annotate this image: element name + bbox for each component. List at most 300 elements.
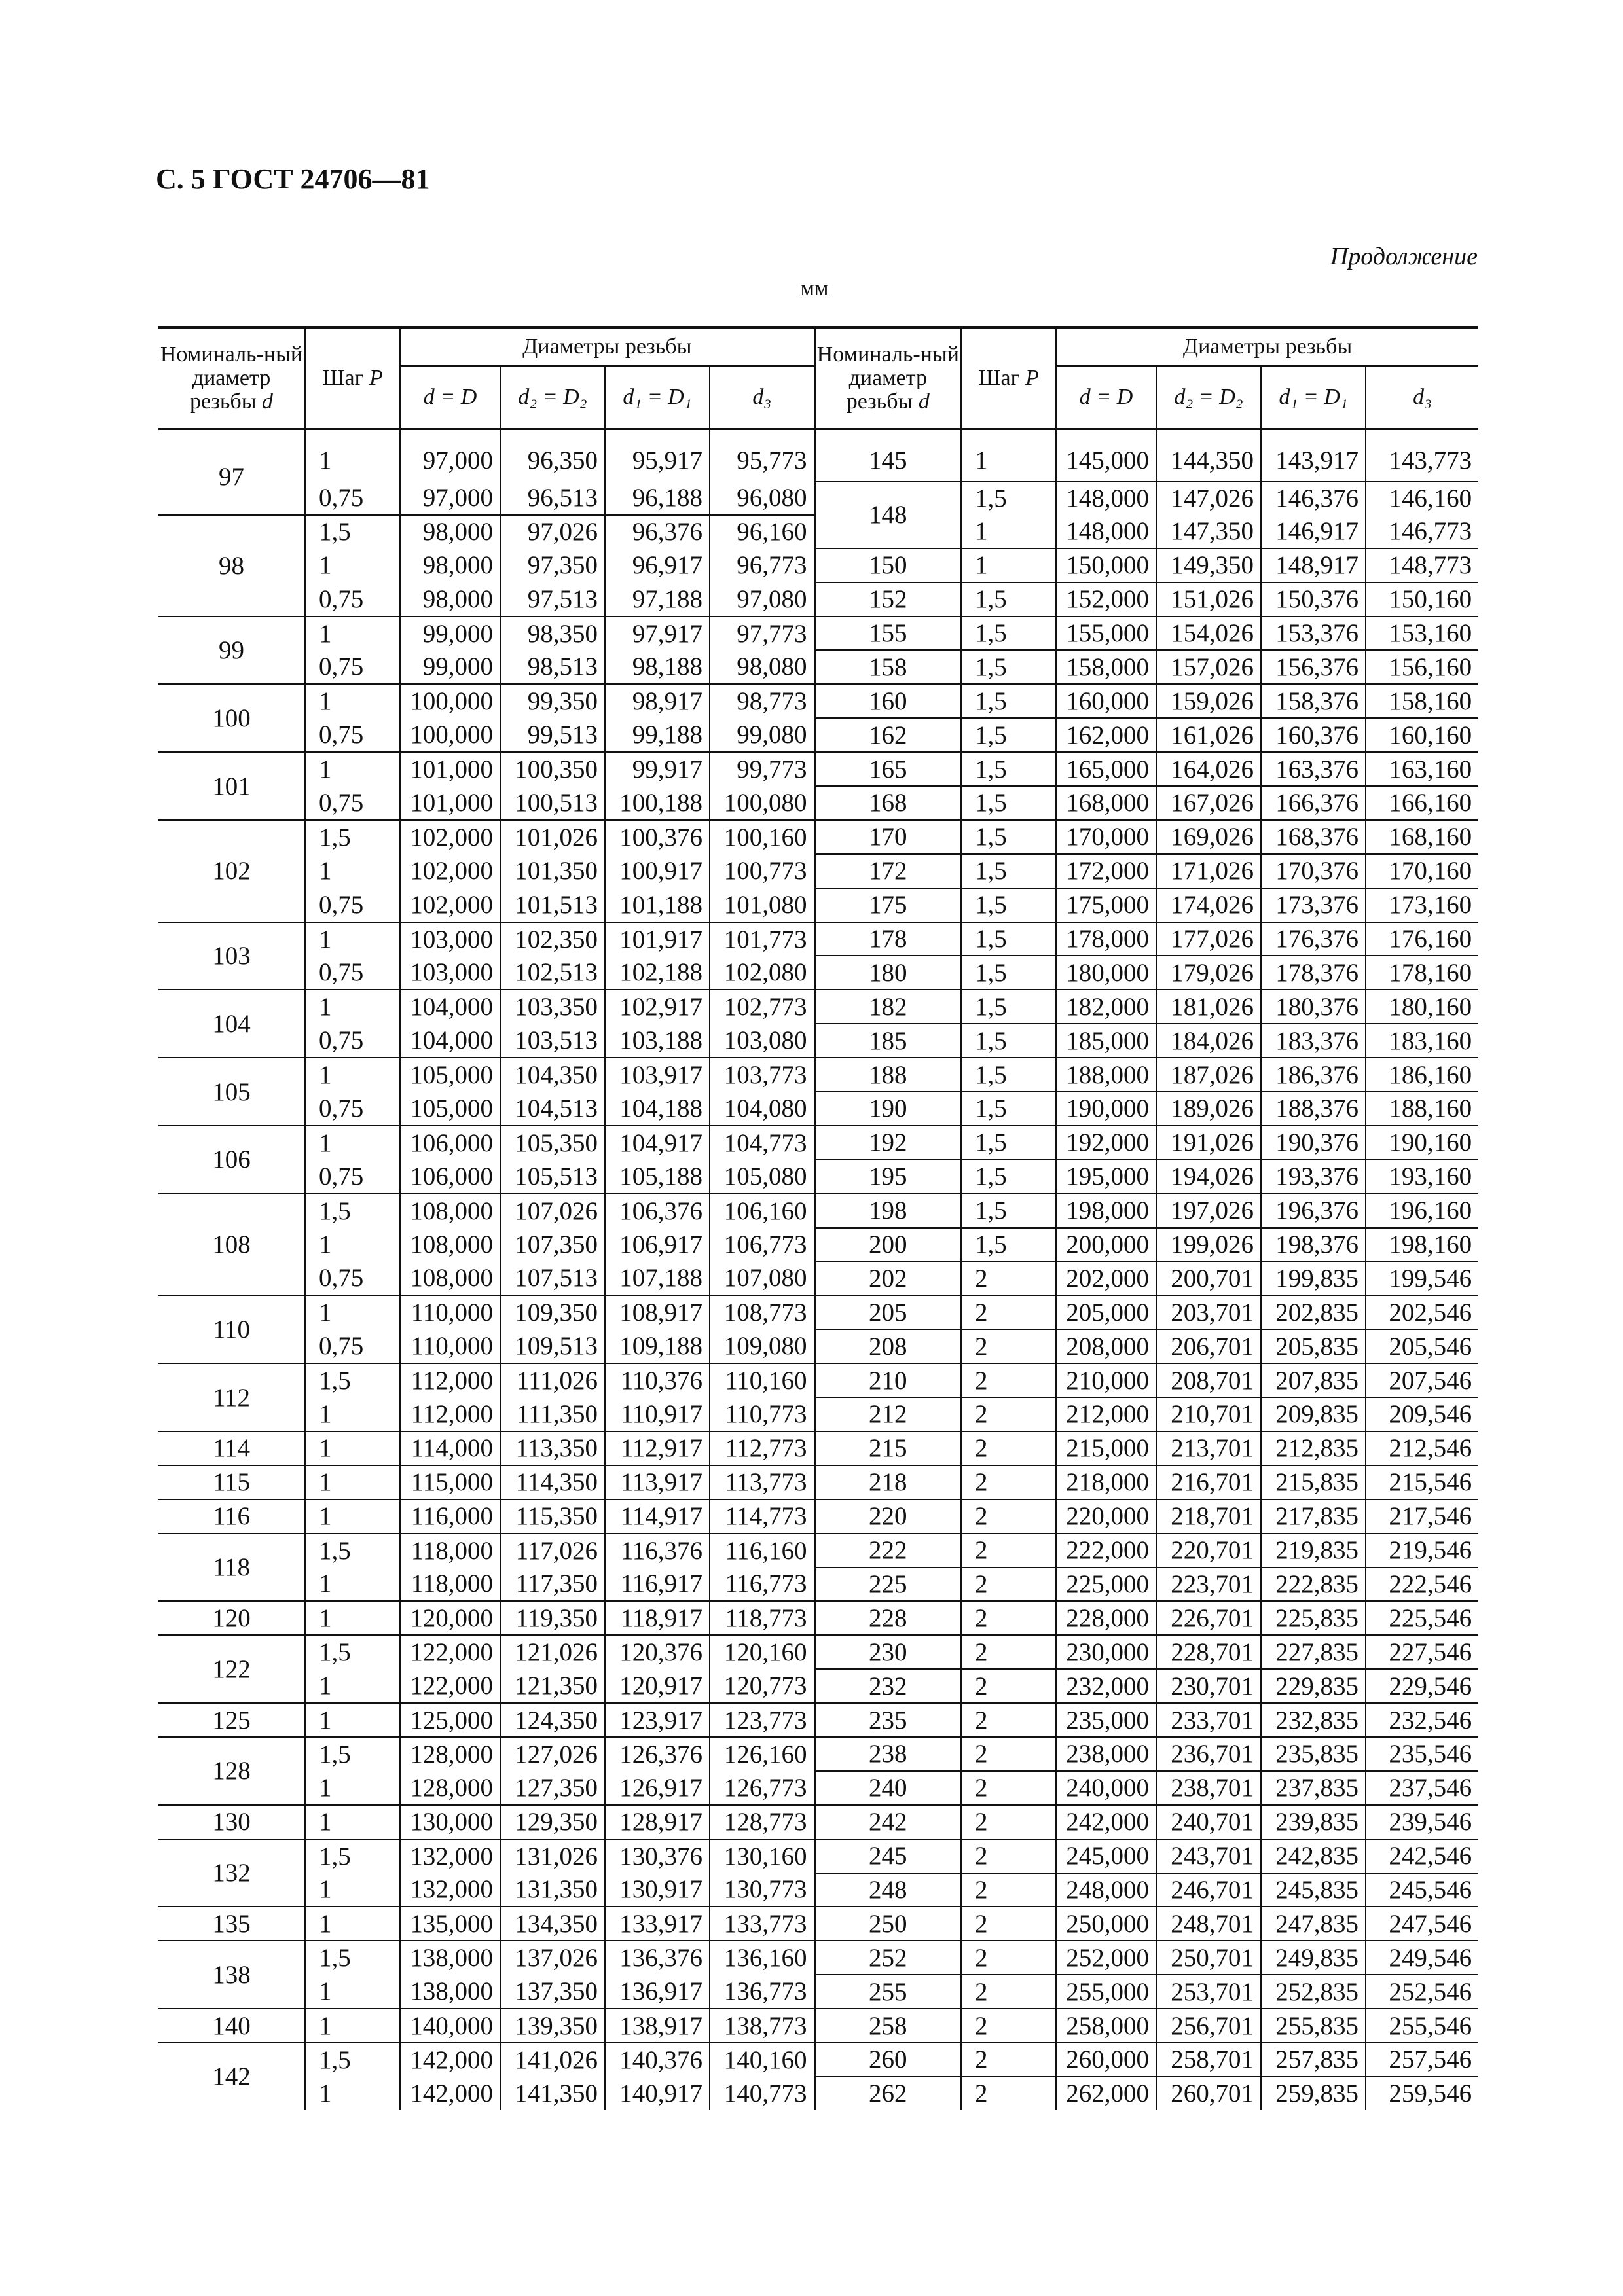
right-d1-cell: 235,835	[1261, 1737, 1366, 1771]
left-d-cell: 138,000	[400, 1975, 500, 2009]
right-d2-cell: 203,701	[1156, 1295, 1261, 1329]
right-nominal-diameter-cell: 152	[814, 583, 961, 617]
left-d3-cell: 99,080	[710, 718, 814, 752]
left-d2-cell: 111,350	[500, 1397, 605, 1431]
left-d1-cell: 96,376	[605, 515, 710, 548]
table-row	[158, 1092, 1478, 1126]
right-nominal-diameter-cell: 215	[814, 1431, 961, 1465]
left-d1-cell: 98,917	[605, 684, 710, 718]
right-nominal-diameter-cell: 218	[814, 1465, 961, 1499]
left-pitch-cell: 1	[305, 1873, 400, 1907]
right-nominal-diameter-cell: 175	[814, 888, 961, 922]
left-d-cell: 130,000	[400, 1805, 500, 1839]
left-d2-cell: 137,350	[500, 1975, 605, 2009]
left-pitch-cell: 0,75	[305, 718, 400, 752]
left-d1-cell: 108,917	[605, 1295, 710, 1329]
units-label: мм	[800, 276, 829, 300]
right-d1-cell: 143,917	[1261, 429, 1366, 482]
right-d-cell: 232,000	[1056, 1669, 1156, 1703]
table-row	[158, 956, 1478, 990]
left-d3-cell: 106,773	[710, 1228, 814, 1262]
right-d-cell: 188,000	[1056, 1058, 1156, 1092]
right-d-cell: 145,000	[1056, 429, 1156, 482]
left-d1-cell: 113,917	[605, 1465, 710, 1499]
table-row	[158, 1228, 1478, 1262]
right-nominal-diameter-cell: 182	[814, 990, 961, 1024]
right-d1-cell: 247,835	[1261, 1907, 1366, 1941]
left-d2-cell: 104,513	[500, 1092, 605, 1126]
right-d2-cell: 246,701	[1156, 1873, 1261, 1907]
right-d2-cell: 147,026	[1156, 482, 1261, 515]
table-row	[158, 2077, 1478, 2110]
left-nominal-diameter-cell: 135	[158, 1907, 305, 1941]
right-pitch-cell: 1	[961, 515, 1056, 548]
left-d2-cell: 104,350	[500, 1058, 605, 1092]
right-nominal-diameter-cell: 262	[814, 2077, 961, 2110]
right-d3-cell: 255,546	[1366, 2009, 1478, 2043]
right-pitch-cell: 2	[961, 1703, 1056, 1737]
right-nominal-diameter-cell: 150	[814, 548, 961, 583]
thread-diameter-table	[158, 326, 1478, 2110]
left-nominal-diameter-cell: 132	[158, 1839, 305, 1907]
left-d1-cell: 138,917	[605, 2009, 710, 2043]
left-d-cell: 108,000	[400, 1194, 500, 1228]
left-d2-cell: 107,026	[500, 1194, 605, 1228]
right-d3-cell: 166,160	[1366, 786, 1478, 820]
right-nominal-diameter-cell: 210	[814, 1363, 961, 1397]
right-d2-cell: 223,701	[1156, 1568, 1261, 1602]
right-d1-cell: 178,376	[1261, 956, 1366, 990]
table-row	[158, 1941, 1478, 1975]
right-d-cell: 198,000	[1056, 1194, 1156, 1228]
left-pitch-cell: 1	[305, 2009, 400, 2043]
header-thread-diameters-right: Диаметры резьбы	[1056, 327, 1478, 366]
right-d-cell: 168,000	[1056, 786, 1156, 820]
table-row	[158, 482, 1478, 515]
table-row	[158, 650, 1478, 684]
right-d3-cell: 193,160	[1366, 1160, 1478, 1194]
header-pitch-right: Шаг P	[961, 327, 1056, 429]
right-d1-cell: 166,376	[1261, 786, 1366, 820]
left-pitch-cell: 1	[305, 617, 400, 651]
right-d2-cell: 218,701	[1156, 1499, 1261, 1534]
right-pitch-cell: 2	[961, 1363, 1056, 1397]
right-d3-cell: 257,546	[1366, 2043, 1478, 2077]
left-d1-cell: 105,188	[605, 1160, 710, 1194]
right-d1-cell: 229,835	[1261, 1669, 1366, 1703]
right-d1-cell: 150,376	[1261, 583, 1366, 617]
left-d3-cell: 116,773	[710, 1568, 814, 1602]
right-d-cell: 175,000	[1056, 888, 1156, 922]
right-nominal-diameter-cell: 200	[814, 1228, 961, 1262]
left-d-cell: 132,000	[400, 1839, 500, 1873]
right-d3-cell: 183,160	[1366, 1024, 1478, 1058]
table-row	[158, 2043, 1478, 2077]
left-d-cell: 132,000	[400, 1873, 500, 1907]
left-d1-cell: 133,917	[605, 1907, 710, 1941]
left-d1-cell: 106,376	[605, 1194, 710, 1228]
left-d2-cell: 102,350	[500, 922, 605, 956]
left-pitch-cell: 1	[305, 1431, 400, 1465]
right-nominal-diameter-cell: 190	[814, 1092, 961, 1126]
right-nominal-diameter-cell: 188	[814, 1058, 961, 1092]
right-d2-cell: 179,026	[1156, 956, 1261, 990]
right-d-cell: 252,000	[1056, 1941, 1156, 1975]
table-row	[158, 1568, 1478, 1602]
left-nominal-diameter-cell: 100	[158, 684, 305, 752]
table-row	[158, 1160, 1478, 1194]
left-d3-cell: 101,080	[710, 888, 814, 922]
left-nominal-diameter-cell: 115	[158, 1465, 305, 1499]
left-d-cell: 98,000	[400, 583, 500, 617]
left-nominal-diameter-cell: 138	[158, 1941, 305, 2009]
left-d-cell: 101,000	[400, 786, 500, 820]
left-d3-cell: 107,080	[710, 1261, 814, 1295]
left-pitch-cell: 1	[305, 1703, 400, 1737]
right-d2-cell: 144,350	[1156, 429, 1261, 482]
left-d1-cell: 123,917	[605, 1703, 710, 1737]
right-d2-cell: 194,026	[1156, 1160, 1261, 1194]
left-d2-cell: 111,026	[500, 1363, 605, 1397]
left-d1-cell: 103,188	[605, 1024, 710, 1058]
right-d-cell: 220,000	[1056, 1499, 1156, 1534]
left-pitch-cell: 0,75	[305, 1329, 400, 1363]
right-d1-cell: 199,835	[1261, 1261, 1366, 1295]
right-d-cell: 238,000	[1056, 1737, 1156, 1771]
right-pitch-cell: 2	[961, 1534, 1056, 1568]
left-d2-cell: 117,026	[500, 1534, 605, 1568]
left-d-cell: 138,000	[400, 1941, 500, 1975]
left-d3-cell: 110,160	[710, 1363, 814, 1397]
right-d-cell: 172,000	[1056, 854, 1156, 888]
left-nominal-diameter-cell: 128	[158, 1737, 305, 1805]
left-nominal-diameter-cell: 103	[158, 922, 305, 990]
right-d1-cell: 183,376	[1261, 1024, 1366, 1058]
table-row	[158, 1703, 1478, 1737]
right-d3-cell: 209,546	[1366, 1397, 1478, 1431]
right-d3-cell: 207,546	[1366, 1363, 1478, 1397]
left-d2-cell: 131,026	[500, 1839, 605, 1873]
right-d3-cell: 242,546	[1366, 1839, 1478, 1873]
right-d-cell: 160,000	[1056, 684, 1156, 718]
left-d3-cell: 140,160	[710, 2043, 814, 2077]
left-d-cell: 116,000	[400, 1499, 500, 1534]
right-d1-cell: 153,376	[1261, 617, 1366, 651]
left-d1-cell: 107,188	[605, 1261, 710, 1295]
table-row	[158, 2009, 1478, 2043]
left-d3-cell: 95,773	[710, 429, 814, 482]
left-d1-cell: 97,917	[605, 617, 710, 651]
right-d3-cell: 160,160	[1366, 718, 1478, 752]
right-nominal-diameter-cell: 252	[814, 1941, 961, 1975]
left-d3-cell: 102,080	[710, 956, 814, 990]
right-d1-cell: 212,835	[1261, 1431, 1366, 1465]
table-row	[158, 1805, 1478, 1839]
right-d1-cell: 188,376	[1261, 1092, 1366, 1126]
right-nominal-diameter-cell: 170	[814, 820, 961, 854]
table-header	[158, 327, 1478, 429]
left-d2-cell: 114,350	[500, 1465, 605, 1499]
right-d1-cell: 257,835	[1261, 2043, 1366, 2077]
right-d3-cell: 202,546	[1366, 1295, 1478, 1329]
right-d3-cell: 222,546	[1366, 1568, 1478, 1602]
left-d3-cell: 130,773	[710, 1873, 814, 1907]
left-nominal-diameter-cell: 140	[158, 2009, 305, 2043]
right-pitch-cell: 1,5	[961, 956, 1056, 990]
header-d2-eq-D2-right: d₂ = D₂	[1156, 366, 1261, 429]
left-d3-cell: 140,773	[710, 2077, 814, 2110]
right-d-cell: 215,000	[1056, 1431, 1156, 1465]
right-pitch-cell: 2	[961, 1805, 1056, 1839]
right-nominal-diameter-cell: 238	[814, 1737, 961, 1771]
right-d3-cell: 229,546	[1366, 1669, 1478, 1703]
table-row	[158, 583, 1478, 617]
right-d-cell: 250,000	[1056, 1907, 1156, 1941]
right-nominal-diameter-cell: 192	[814, 1126, 961, 1160]
right-d3-cell: 163,160	[1366, 752, 1478, 786]
right-pitch-cell: 1,5	[961, 617, 1056, 651]
right-d3-cell: 150,160	[1366, 583, 1478, 617]
left-d-cell: 110,000	[400, 1329, 500, 1363]
left-d3-cell: 136,160	[710, 1941, 814, 1975]
left-pitch-cell: 0,75	[305, 786, 400, 820]
right-d3-cell: 247,546	[1366, 1907, 1478, 1941]
left-nominal-diameter-cell: 98	[158, 515, 305, 617]
left-d-cell: 142,000	[400, 2077, 500, 2110]
left-d1-cell: 116,917	[605, 1568, 710, 1602]
right-d2-cell: 210,701	[1156, 1397, 1261, 1431]
left-d2-cell: 96,513	[500, 482, 605, 515]
right-pitch-cell: 1,5	[961, 786, 1056, 820]
left-pitch-cell: 1	[305, 1295, 400, 1329]
right-pitch-cell: 1,5	[961, 1194, 1056, 1228]
header-d-eq-D: d = D	[400, 366, 500, 429]
left-d3-cell: 114,773	[710, 1499, 814, 1534]
right-d1-cell: 207,835	[1261, 1363, 1366, 1397]
left-d3-cell: 106,160	[710, 1194, 814, 1228]
left-nominal-diameter-cell: 112	[158, 1363, 305, 1431]
table-row	[158, 1126, 1478, 1160]
left-d2-cell: 121,350	[500, 1669, 605, 1703]
table-row	[158, 990, 1478, 1024]
right-d1-cell: 237,835	[1261, 1771, 1366, 1805]
right-d2-cell: 171,026	[1156, 854, 1261, 888]
header-d1-eq-D1: d₁ = D₁	[605, 366, 710, 429]
table-row	[158, 617, 1478, 651]
left-d1-cell: 101,188	[605, 888, 710, 922]
right-d1-cell: 219,835	[1261, 1534, 1366, 1568]
left-nominal-diameter-cell: 120	[158, 1601, 305, 1635]
left-nominal-diameter-cell: 97	[219, 462, 244, 491]
right-nominal-diameter-cell: 145	[814, 429, 961, 482]
right-d2-cell: 197,026	[1156, 1194, 1261, 1228]
left-d2-cell: 97,026	[500, 515, 605, 548]
right-d2-cell: 154,026	[1156, 617, 1261, 651]
right-d-cell: 258,000	[1056, 2009, 1156, 2043]
left-d3-cell: 96,773	[710, 548, 814, 583]
left-pitch-cell: 1	[305, 1771, 400, 1805]
right-d-cell: 248,000	[1056, 1873, 1156, 1907]
left-d2-cell: 127,026	[500, 1737, 605, 1771]
left-d3-cell: 97,080	[710, 583, 814, 617]
right-d1-cell: 196,376	[1261, 1194, 1366, 1228]
left-d-cell: 100,000	[400, 718, 500, 752]
right-pitch-cell: 1	[961, 429, 1056, 482]
left-d3-cell: 98,080	[710, 650, 814, 684]
left-pitch-cell: 0,75	[305, 1160, 400, 1194]
right-d1-cell: 173,376	[1261, 888, 1366, 922]
right-d2-cell: 191,026	[1156, 1126, 1261, 1160]
left-d-cell: 100,000	[400, 684, 500, 718]
left-d3-cell: 112,773	[710, 1431, 814, 1465]
left-d1-cell: 110,376	[605, 1363, 710, 1397]
right-pitch-cell: 2	[961, 1839, 1056, 1873]
right-d-cell: 230,000	[1056, 1635, 1156, 1669]
left-pitch-cell: 1	[305, 1669, 400, 1703]
left-d2-cell: 101,350	[500, 854, 605, 888]
left-d3-cell: 100,773	[710, 854, 814, 888]
left-nominal-diameter-cell: 116	[158, 1499, 305, 1534]
right-d2-cell: 206,701	[1156, 1329, 1261, 1363]
right-pitch-cell: 1,5	[961, 888, 1056, 922]
left-d2-cell: 134,350	[500, 1907, 605, 1941]
right-d2-cell: 149,350	[1156, 548, 1261, 583]
left-nominal-diameter-cell: 122	[158, 1635, 305, 1703]
left-d1-cell: 126,917	[605, 1771, 710, 1805]
right-d1-cell: 227,835	[1261, 1635, 1366, 1669]
table-row	[158, 1635, 1478, 1669]
left-pitch-cell: 0,75	[305, 650, 400, 684]
left-d2-cell: 127,350	[500, 1771, 605, 1805]
right-d-cell: 205,000	[1056, 1295, 1156, 1329]
right-pitch-cell: 1,5	[961, 482, 1056, 515]
right-nominal-diameter-cell: 158	[814, 650, 961, 684]
right-d-cell: 210,000	[1056, 1363, 1156, 1397]
right-nominal-diameter-cell: 168	[814, 786, 961, 820]
right-nominal-diameter-cell: 178	[814, 922, 961, 956]
right-d3-cell: 259,546	[1366, 2077, 1478, 2110]
right-nominal-diameter-cell: 228	[814, 1601, 961, 1635]
right-d2-cell: 187,026	[1156, 1058, 1261, 1092]
left-d-cell: 135,000	[400, 1907, 500, 1941]
left-d3-cell: 130,160	[710, 1839, 814, 1873]
right-d-cell: 148,000	[1056, 482, 1156, 515]
right-d-cell: 208,000	[1056, 1329, 1156, 1363]
table-row	[158, 429, 1478, 482]
right-d2-cell: 200,701	[1156, 1261, 1261, 1295]
left-d-cell: 97,000	[400, 482, 500, 515]
right-d-cell: 260,000	[1056, 2043, 1156, 2077]
left-d1-cell: 120,917	[605, 1669, 710, 1703]
right-d2-cell: 208,701	[1156, 1363, 1261, 1397]
right-d1-cell: 148,917	[1261, 548, 1366, 583]
right-d-cell: 200,000	[1056, 1228, 1156, 1262]
right-d2-cell: 253,701	[1156, 1975, 1261, 2009]
left-nominal-diameter-cell: 125	[158, 1703, 305, 1737]
left-nominal-diameter-cell: 105	[158, 1058, 305, 1126]
right-d3-cell: 199,546	[1366, 1261, 1478, 1295]
right-d3-cell: 143,773	[1366, 429, 1478, 482]
right-d2-cell: 147,350	[1156, 515, 1261, 548]
left-pitch-cell: 1,5	[305, 2043, 400, 2077]
left-d3-cell: 103,080	[710, 1024, 814, 1058]
right-d3-cell: 156,160	[1366, 650, 1478, 684]
table-row	[158, 1465, 1478, 1499]
right-pitch-cell: 2	[961, 1975, 1056, 2009]
right-d3-cell: 148,773	[1366, 548, 1478, 583]
right-pitch-cell: 1,5	[961, 1092, 1056, 1126]
right-pitch-cell: 2	[961, 1737, 1056, 1771]
left-nominal-diameter-cell: 108	[158, 1194, 305, 1296]
right-pitch-cell: 1,5	[961, 854, 1056, 888]
right-d2-cell: 238,701	[1156, 1771, 1261, 1805]
right-d3-cell: 225,546	[1366, 1601, 1478, 1635]
left-d3-cell: 100,080	[710, 786, 814, 820]
left-nominal-diameter-cell: 142	[158, 2043, 305, 2110]
right-d2-cell: 216,701	[1156, 1465, 1261, 1499]
left-nominal-diameter-cell: 114	[158, 1431, 305, 1465]
right-d2-cell: 167,026	[1156, 786, 1261, 820]
right-d1-cell: 205,835	[1261, 1329, 1366, 1363]
left-d-cell: 108,000	[400, 1228, 500, 1262]
header-d-eq-D-right: d = D	[1056, 366, 1156, 429]
left-d2-cell: 109,350	[500, 1295, 605, 1329]
right-d-cell: 212,000	[1056, 1397, 1156, 1431]
left-d3-cell: 126,160	[710, 1737, 814, 1771]
left-d3-cell: 120,160	[710, 1635, 814, 1669]
left-d-cell: 102,000	[400, 820, 500, 854]
table-row	[158, 854, 1478, 888]
right-d1-cell: 163,376	[1261, 752, 1366, 786]
table-row	[158, 820, 1478, 854]
right-d-cell: 192,000	[1056, 1126, 1156, 1160]
right-d1-cell: 242,835	[1261, 1839, 1366, 1873]
table-row	[158, 1534, 1478, 1568]
right-pitch-cell: 1,5	[961, 1126, 1056, 1160]
header-nominal-diameter-right: Номиналь-ный диаметр резьбы d	[814, 327, 961, 429]
left-pitch-cell: 1	[305, 2077, 400, 2110]
right-d-cell: 225,000	[1056, 1568, 1156, 1602]
left-d3-cell: 138,773	[710, 2009, 814, 2043]
table-row	[158, 1839, 1478, 1873]
left-d3-cell: 123,773	[710, 1703, 814, 1737]
left-d3-cell: 104,773	[710, 1126, 814, 1160]
right-d2-cell: 213,701	[1156, 1431, 1261, 1465]
left-d3-cell: 118,773	[710, 1601, 814, 1635]
right-d-cell: 182,000	[1056, 990, 1156, 1024]
left-d1-cell: 99,917	[605, 752, 710, 786]
left-d-cell: 112,000	[400, 1397, 500, 1431]
table-row	[158, 1771, 1478, 1805]
right-d1-cell: 156,376	[1261, 650, 1366, 684]
left-d3-cell: 103,773	[710, 1058, 814, 1092]
left-d1-cell: 97,188	[605, 583, 710, 617]
left-nominal-diameter-cell: 118	[158, 1534, 305, 1602]
left-d2-cell: 141,350	[500, 2077, 605, 2110]
left-d-cell: 101,000	[400, 752, 500, 786]
left-d2-cell: 113,350	[500, 1431, 605, 1465]
right-pitch-cell: 1,5	[961, 752, 1056, 786]
left-d3-cell: 101,773	[710, 922, 814, 956]
left-nominal-diameter-cell: 104	[158, 990, 305, 1058]
right-d-cell: 242,000	[1056, 1805, 1156, 1839]
left-d2-cell: 105,350	[500, 1126, 605, 1160]
right-d2-cell: 199,026	[1156, 1228, 1261, 1262]
right-d1-cell: 255,835	[1261, 2009, 1366, 2043]
left-d3-cell: 133,773	[710, 1907, 814, 1941]
left-d2-cell: 101,513	[500, 888, 605, 922]
table-body	[158, 429, 1478, 2110]
